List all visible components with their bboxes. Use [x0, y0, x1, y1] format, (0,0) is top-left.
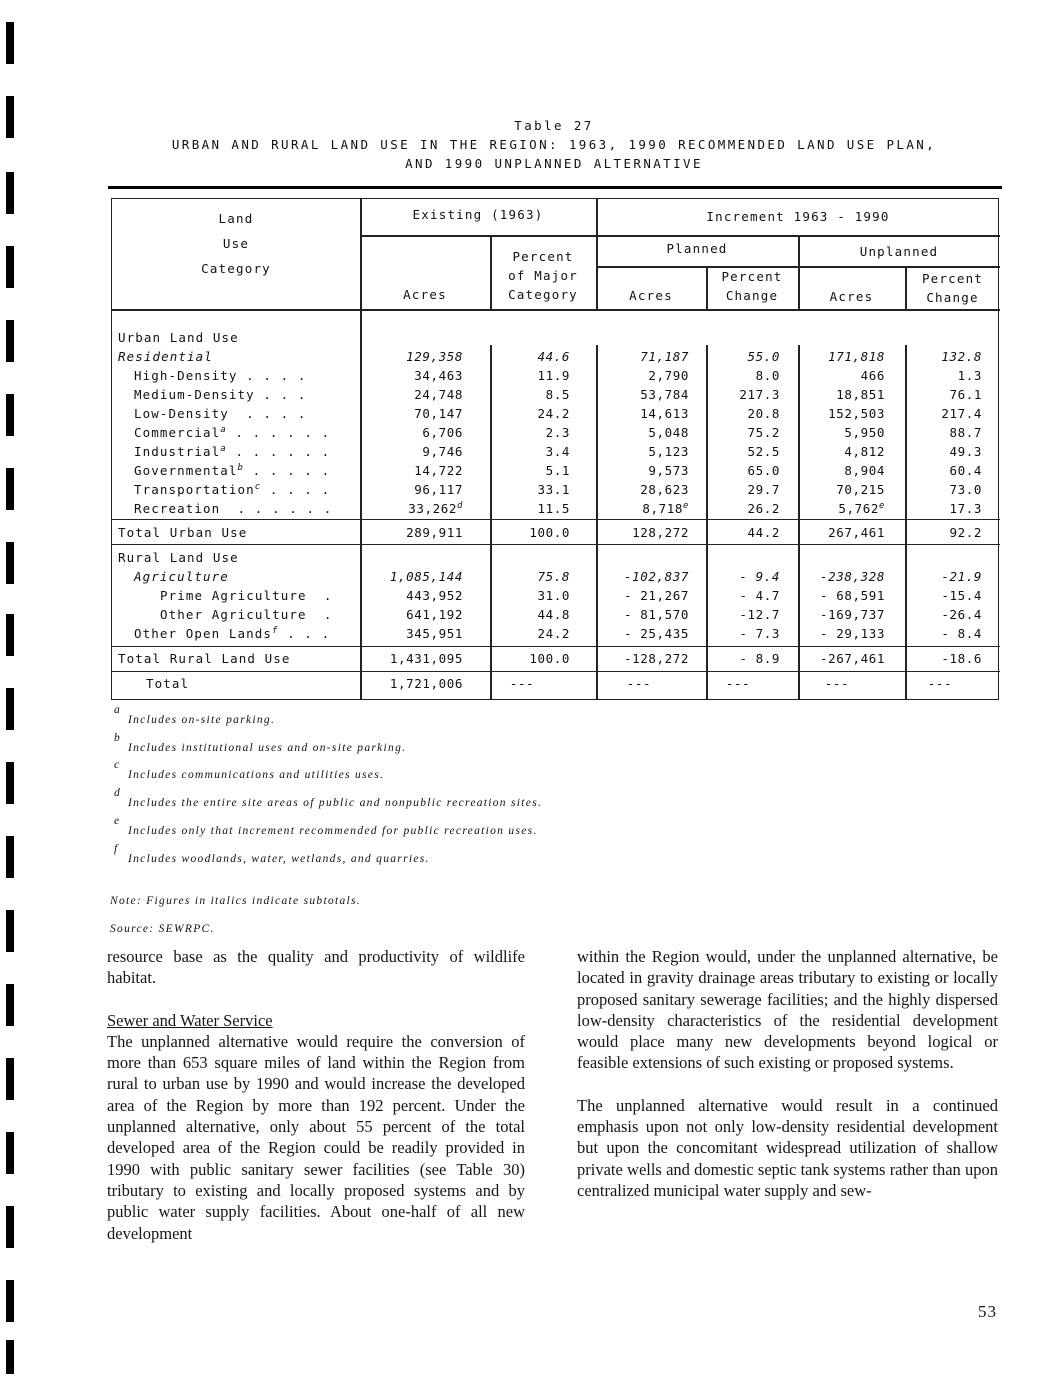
- row-label: Transportation$^c$ . . . .: [134, 481, 331, 497]
- table-cell: 92.2: [949, 525, 982, 540]
- table-cell: 24,748: [414, 387, 463, 402]
- row-label: Total: [146, 676, 190, 691]
- row-label: Rural Land Use: [118, 550, 239, 565]
- row-label: Other Open Lands$^f$ . . .: [134, 625, 331, 641]
- row-label: High-Density . . . .: [134, 368, 307, 383]
- table-cell: 14,722: [414, 463, 463, 478]
- table-cell: 71,187: [640, 349, 689, 364]
- table-cell: - 8.9: [739, 651, 780, 666]
- header-unplanned-pct-1: Percent: [921, 271, 984, 286]
- table-cell: -238,328: [819, 569, 885, 584]
- table-cell: 75.8: [537, 569, 570, 584]
- row-label: Residential: [118, 349, 213, 364]
- footnote-mark: b: [114, 732, 120, 744]
- table-cell: 267,461: [828, 525, 885, 540]
- table-cell: 11.9: [537, 368, 570, 383]
- table-cell: -267,461: [819, 651, 885, 666]
- table-cell: 11.5: [537, 501, 570, 516]
- row-label: Urban Land Use: [118, 330, 239, 345]
- table-cell: 53,784: [640, 387, 689, 402]
- table-cell: 44.8: [537, 607, 570, 622]
- table-cell: 132.8: [941, 349, 982, 364]
- table-cell: 33,262$^d$: [408, 500, 463, 516]
- table-cell: - 81,570: [623, 607, 689, 622]
- footnote-mark: a: [114, 704, 120, 716]
- table-cell: 8,904: [844, 463, 885, 478]
- table-cell: ---: [927, 676, 953, 691]
- table-cell: 3.4: [545, 444, 570, 459]
- header-land: Land: [218, 211, 254, 226]
- table-cell: 96,117: [414, 482, 463, 497]
- table-cell: 14,613: [640, 406, 689, 421]
- right-paragraph-2: The unplanned alternative would result in a continued emphasis upon not only low-density residential development but upon the concomitant widespread utilization of shallow private wells and domestic septic tank systems rather than upon centralized municipal water supply and sew-: [577, 1095, 998, 1200]
- table-cell: -12.7: [739, 607, 780, 622]
- table-cell: 100.0: [529, 525, 570, 540]
- row-label: Total Urban Use: [118, 525, 248, 540]
- row-label: Recreation . . . . . .: [134, 501, 333, 516]
- table-cell: 52.5: [747, 444, 780, 459]
- table-cell: 4,812: [844, 444, 885, 459]
- table-cell: 5,762e: [838, 500, 885, 516]
- table-cell: 641,192: [406, 607, 463, 622]
- footnote-ref: d: [456, 500, 463, 511]
- binding-mark: [6, 394, 14, 436]
- page-number: 53: [978, 1302, 997, 1321]
- footnote-ref: a: [220, 443, 227, 454]
- header-existing-acres: Acres: [403, 287, 447, 302]
- footnote-text: Includes institutional uses and on-site parking.: [128, 742, 407, 754]
- table-cell: 128,272: [632, 525, 689, 540]
- header-planned-pct-1: Percent: [721, 269, 783, 284]
- row-label: Medium-Density . . .: [134, 387, 307, 402]
- header-percent-major-2: of Major: [508, 268, 578, 283]
- table-title-line2: AND 1990 UNPLANNED ALTERNATIVE: [405, 156, 703, 171]
- table-cell: 217.3: [739, 387, 780, 402]
- table-cell: 76.1: [949, 387, 982, 402]
- table-cell: 60.4: [949, 463, 982, 478]
- table-cell: 9,573: [648, 463, 689, 478]
- header-unplanned: Unplanned: [859, 244, 939, 259]
- table-cell: ---: [509, 676, 535, 691]
- table-cell: 26.2: [747, 501, 780, 516]
- table-source: Source: SEWRPC.: [110, 923, 215, 935]
- binding-mark: [6, 910, 14, 952]
- footnote-mark: f: [114, 843, 118, 855]
- footnote-ref: e: [682, 500, 689, 511]
- table-title-line1: URBAN AND RURAL LAND USE IN THE REGION: 1963, 1990 RECOMMENDED LAND USE PLAN,: [171, 137, 937, 152]
- table-cell: -21.9: [941, 569, 982, 584]
- title-rule: [108, 186, 1002, 189]
- header-planned-acres: Acres: [629, 288, 673, 303]
- left-paragraph-2: The unplanned alternative would require the conversion of more than 653 square miles of land within the Region from rural to urban use by 1990 and would increase the developed area of the Region by more than 192 percent. Under the unplanned alternative, only about 55 percent of the total developed area of the Region could be readily provided in 1990 with public sanitary sewer facilities (see Table 30) tributary to existing and locally proposed systems and by public water supply facilities. About one-half of all new development: [107, 1031, 525, 1243]
- table-cell: 65.0: [747, 463, 780, 478]
- table-cell: 29.7: [747, 482, 780, 497]
- table-number: Table 27: [514, 118, 594, 133]
- table-cell: - 29,133: [819, 626, 885, 641]
- row-label: Other Agriculture .: [160, 607, 333, 622]
- binding-mark: [6, 984, 14, 1026]
- binding-mark: [6, 1132, 14, 1174]
- footnote-text: Includes only that increment recommended for public recreation uses.: [128, 825, 538, 837]
- row-label: Agriculture: [134, 569, 229, 584]
- table-cell: 345,951: [406, 626, 463, 641]
- table-note: Note: Figures in italics indicate subtotals.: [110, 895, 361, 907]
- binding-mark: [6, 762, 14, 804]
- table-cell: 1,431,095: [389, 651, 463, 666]
- table-cell: 28,623: [640, 482, 689, 497]
- footnote-ref: b: [237, 462, 245, 473]
- table-cell: 17.3: [949, 501, 982, 516]
- table-cell: 20.8: [747, 406, 780, 421]
- table-cell: 1.3: [957, 368, 982, 383]
- header-percent-major-1: Percent: [512, 249, 574, 264]
- table-cell: -128,272: [623, 651, 689, 666]
- footnote-text: Includes the entire site areas of public and nonpublic recreation sites.: [128, 797, 543, 809]
- table-cell: 24.2: [537, 406, 570, 421]
- binding-mark: [6, 1340, 14, 1374]
- header-category: Category: [201, 261, 271, 276]
- table-cell: 24.2: [537, 626, 570, 641]
- footnote-mark: d: [114, 787, 120, 799]
- binding-mark: [6, 96, 14, 138]
- header-planned: Planned: [666, 241, 728, 256]
- footnote-ref: a: [220, 424, 227, 435]
- table-cell: 34,463: [414, 368, 463, 383]
- table-cell: 55.0: [747, 349, 780, 364]
- table-cell: - 8.4: [941, 626, 982, 641]
- footnote-text: Includes woodlands, water, wetlands, and quarries.: [128, 853, 430, 865]
- table-cell: 5.1: [545, 463, 570, 478]
- footnote-text: Includes communications and utilities uses.: [128, 769, 385, 781]
- table-cell: 1,721,006: [389, 676, 463, 691]
- table-cell: 70,215: [836, 482, 885, 497]
- footnote-ref: e: [878, 500, 885, 511]
- table-cell: 2,790: [648, 368, 689, 383]
- header-use: Use: [222, 236, 250, 251]
- table-cell: - 21,267: [623, 588, 689, 603]
- table-cell: 73.0: [949, 482, 982, 497]
- table-cell: ---: [824, 676, 850, 691]
- row-label: Total Rural Land Use: [118, 651, 291, 666]
- table-cell: - 25,435: [623, 626, 689, 641]
- table-cell: 6,706: [422, 425, 463, 440]
- table-cell: - 68,591: [819, 588, 885, 603]
- binding-mark: [6, 22, 14, 64]
- binding-mark: [6, 320, 14, 362]
- row-label: Low-Density . . . .: [134, 406, 307, 421]
- binding-mark: [6, 1206, 14, 1248]
- header-increment: Increment 1963 - 1990: [706, 209, 890, 224]
- binding-mark: [6, 468, 14, 510]
- footnote-mark: c: [114, 759, 120, 771]
- table-cell: 152,503: [828, 406, 885, 421]
- table-cell: 44.6: [537, 349, 570, 364]
- binding-mark: [6, 614, 14, 656]
- table-cell: 289,911: [406, 525, 463, 540]
- table-cell: ---: [725, 676, 751, 691]
- table-cell: 466: [860, 368, 885, 383]
- binding-mark: [6, 1280, 14, 1322]
- binding-mark: [6, 246, 14, 288]
- table-cell: -26.4: [941, 607, 982, 622]
- table-cell: 33.1: [537, 482, 570, 497]
- table-cell: 443,952: [406, 588, 463, 603]
- left-column: [107, 946, 525, 1244]
- table-cell: ---: [626, 676, 652, 691]
- table-cell: 88.7: [949, 425, 982, 440]
- table-cell: 44.2: [747, 525, 780, 540]
- binding-mark: [6, 172, 14, 214]
- table-cell: 18,851: [836, 387, 885, 402]
- table-cell: 171,818: [828, 349, 885, 364]
- header-unplanned-acres: Acres: [829, 289, 874, 304]
- footnote-ref: f: [272, 625, 279, 636]
- table-cell: 100.0: [529, 651, 570, 666]
- table-cell: 129,358: [406, 349, 463, 364]
- table-cell: - 9.4: [739, 569, 780, 584]
- right-column: [577, 946, 998, 1201]
- table-cell: - 4.7: [739, 588, 780, 603]
- footnote-text: Includes on-site parking.: [128, 714, 276, 726]
- header-unplanned-pct-2: Change: [926, 290, 979, 305]
- header-planned-pct-2: Change: [725, 288, 779, 303]
- table-title-block: [108, 116, 1000, 173]
- table-cell: 49.3: [949, 444, 982, 459]
- row-label: Prime Agriculture .: [160, 588, 333, 603]
- binding-mark: [6, 836, 14, 878]
- table-cell: 8.5: [545, 387, 570, 402]
- right-paragraph-1: within the Region would, under the unplanned alternative, be located in gravity drainage areas tributary to existing or locally proposed sanitary sewerage facilities; and the highly dispersed low-density characteristics of the residential development would place many new developments beyond logical or feasible extensions of such existing or proposed systems.: [577, 947, 998, 1073]
- table-cell: 5,123: [648, 444, 689, 459]
- row-label: Industrial$^a$ . . . . . .: [134, 443, 331, 459]
- table-cell: -18.6: [941, 651, 982, 666]
- left-paragraph-1: resource base as the quality and productivity of wildlife habitat.: [107, 947, 525, 988]
- binding-mark: [6, 542, 14, 584]
- table-cell: 217.4: [941, 406, 982, 421]
- row-label: Commercial$^a$ . . . . . .: [134, 424, 331, 440]
- table-cell: 5,048: [648, 425, 689, 440]
- footnote-mark: e: [114, 815, 120, 827]
- header-percent-major-3: Category: [508, 287, 578, 302]
- table-cell: 1,085,144: [389, 569, 463, 584]
- row-label: Governmental$^b$ . . . . .: [134, 462, 331, 478]
- table-cell: 5,950: [844, 425, 885, 440]
- table-cell: 8.0: [755, 368, 780, 383]
- land-use-table: [111, 198, 999, 700]
- table-cell: 75.2: [747, 425, 780, 440]
- table-cell: -102,837: [623, 569, 689, 584]
- footnote-ref: c: [254, 481, 262, 492]
- table-cell: 8,718e: [642, 500, 689, 516]
- section-heading: Sewer and Water Service: [107, 1010, 273, 1030]
- table-cell: 9,746: [422, 444, 463, 459]
- table-cell: 2.3: [545, 425, 570, 440]
- binding-mark: [6, 688, 14, 730]
- table-cell: 31.0: [537, 588, 570, 603]
- table-cell: 70,147: [414, 406, 463, 421]
- binding-mark: [6, 1058, 14, 1100]
- table-cell: - 7.3: [739, 626, 780, 641]
- table-cell: -169,737: [819, 607, 885, 622]
- header-existing: Existing (1963): [412, 207, 544, 222]
- table-cell: -15.4: [941, 588, 982, 603]
